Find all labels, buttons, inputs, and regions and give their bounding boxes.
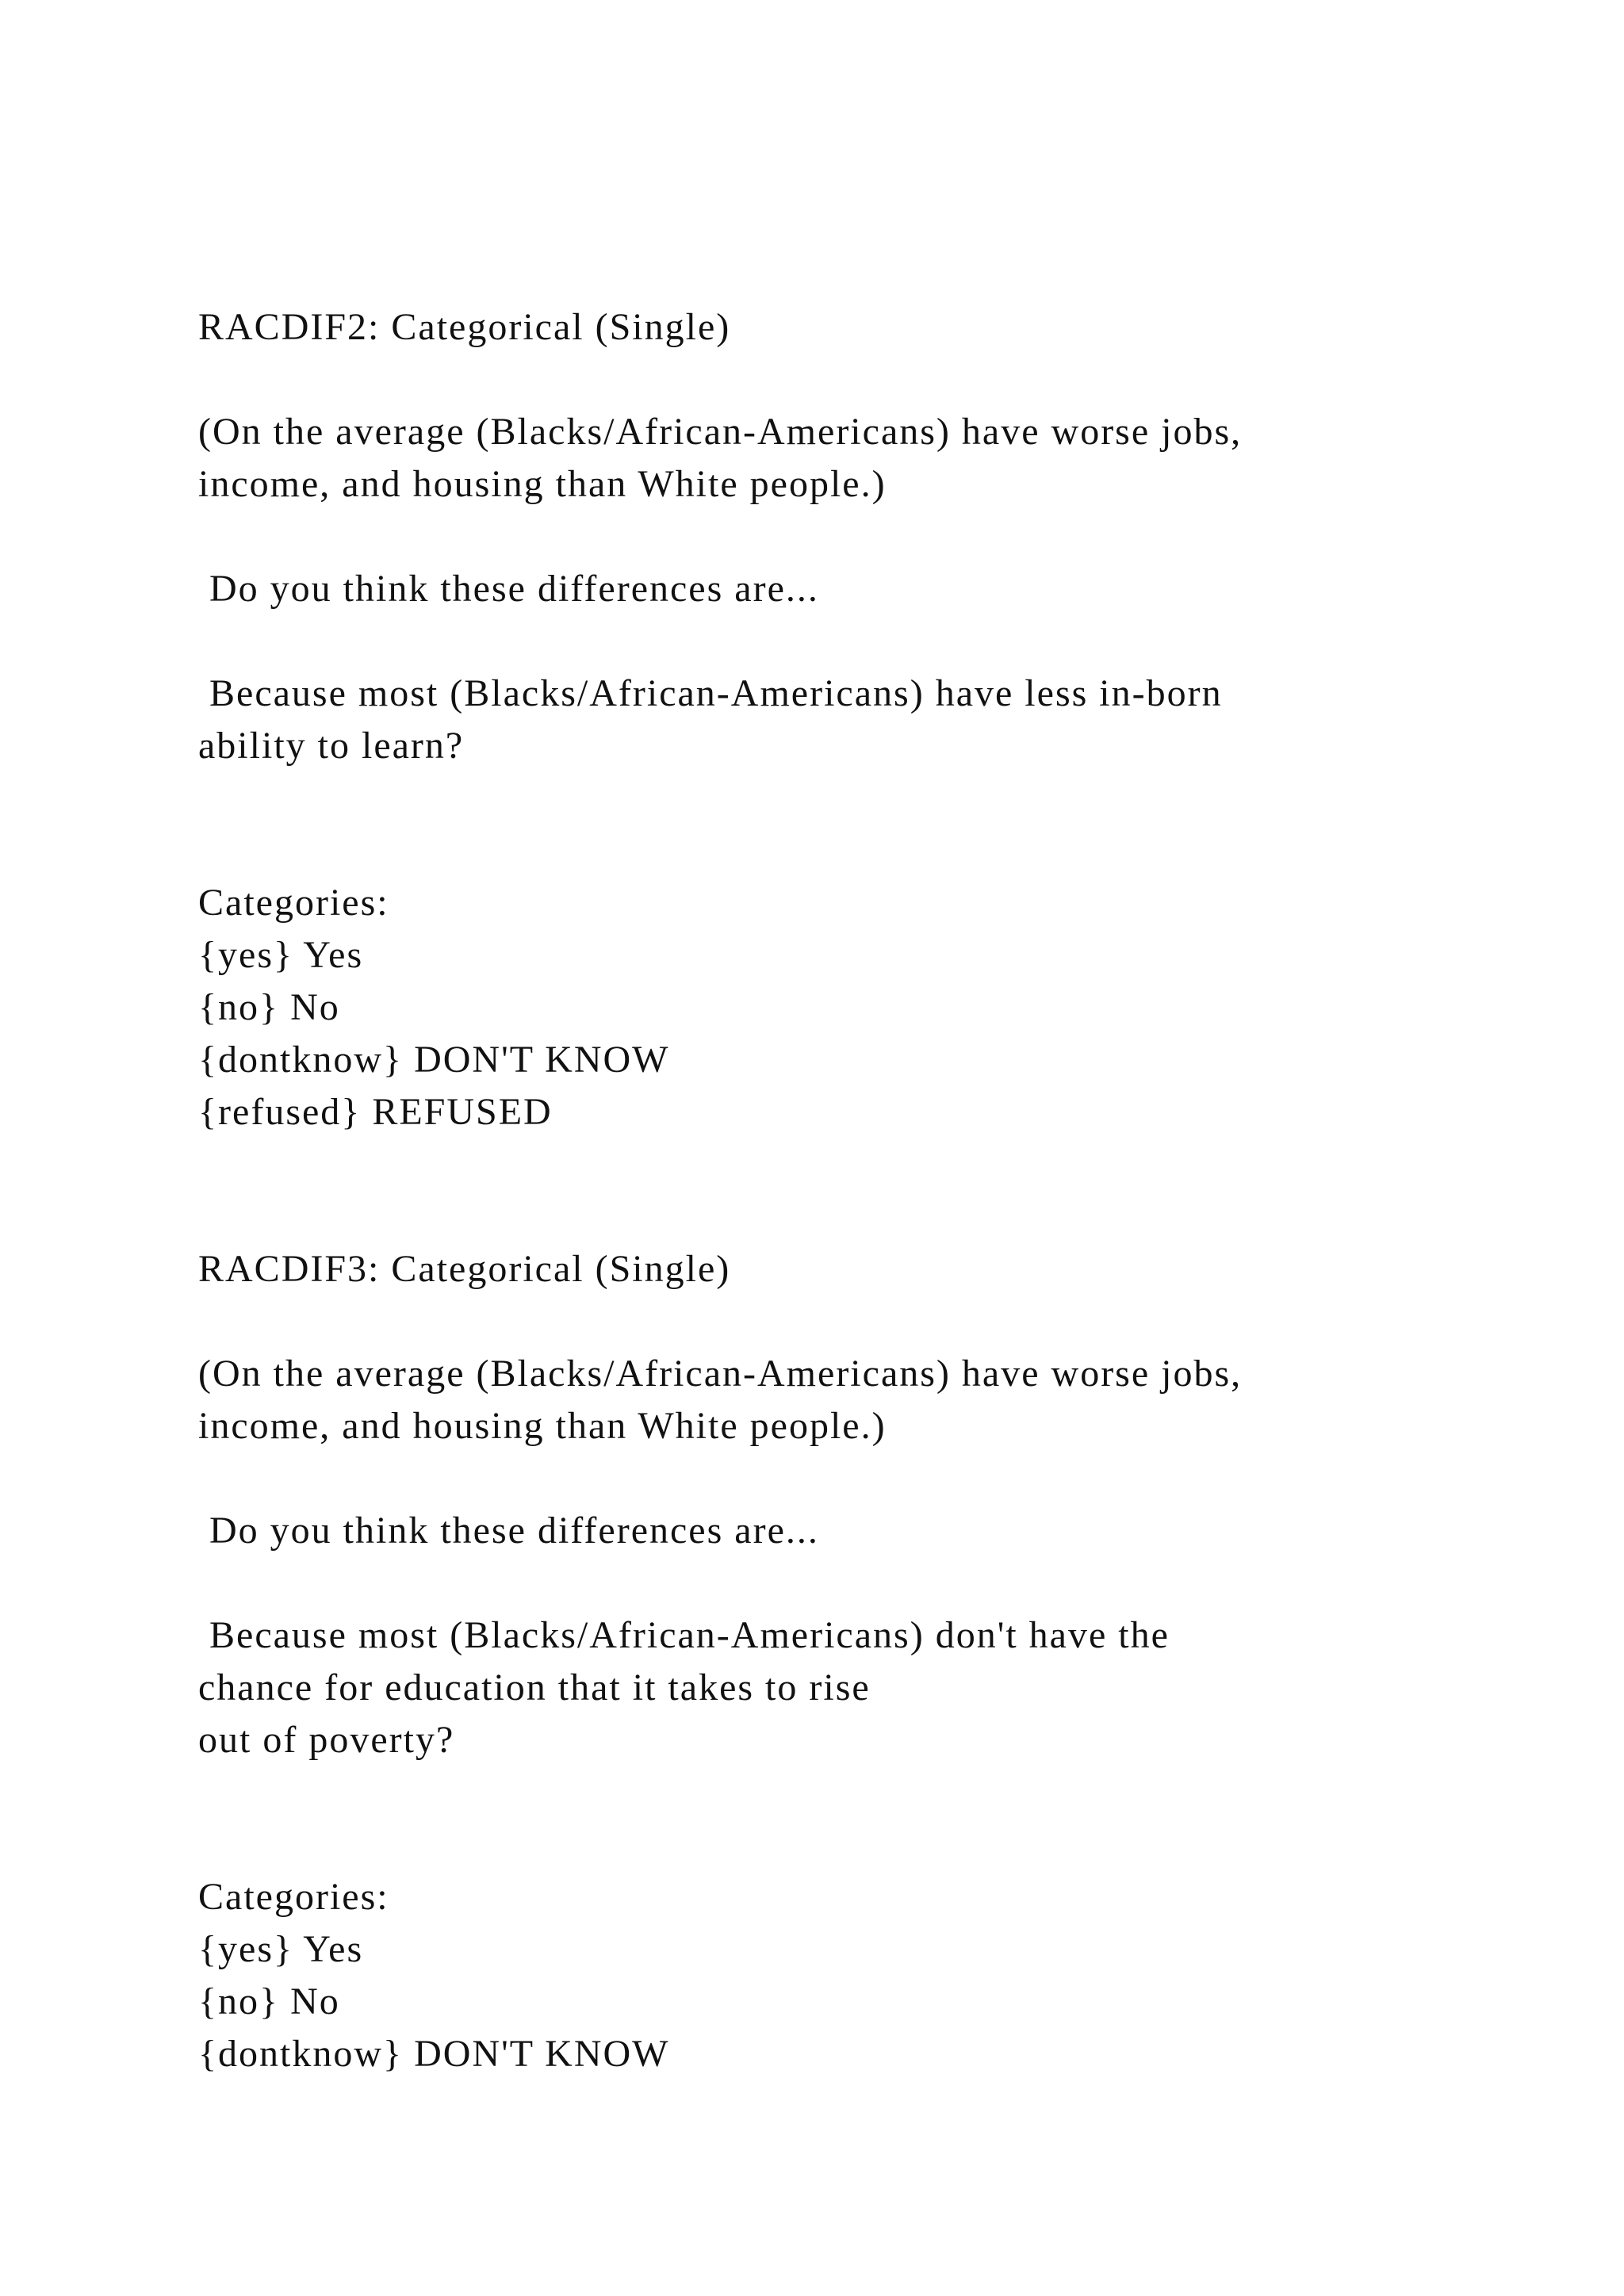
question-prompt: Do you think these differences are... bbox=[198, 1510, 819, 1552]
category-option: {dontknow} DON'T KNOW bbox=[198, 2033, 670, 2075]
question-item-line: Because most (Blacks/African-Americans) don't have the bbox=[198, 1614, 1170, 1656]
category-option: {dontknow} DON'T KNOW bbox=[198, 1039, 670, 1081]
question-item-line: ability to learn? bbox=[198, 725, 465, 767]
category-option: {yes} Yes bbox=[198, 934, 364, 976]
question-preamble-line: (On the average (Blacks/African-Americans) have worse jobs, bbox=[198, 1353, 1243, 1395]
question-heading: RACDIF2: Categorical (Single) bbox=[198, 306, 731, 348]
question-item-line: chance for education that it takes to rise bbox=[198, 1667, 871, 1709]
category-option: {yes} Yes bbox=[198, 1928, 364, 1970]
category-option: {no} No bbox=[198, 1980, 340, 2022]
question-preamble-line: income, and housing than White people.) bbox=[198, 1405, 887, 1447]
question-preamble-line: (On the average (Blacks/African-Americans) have worse jobs, bbox=[198, 411, 1243, 453]
category-option: {no} No bbox=[198, 986, 340, 1028]
categories-label: Categories: bbox=[198, 1876, 389, 1918]
question-heading: RACDIF3: Categorical (Single) bbox=[198, 1248, 731, 1290]
category-option: {refused} REFUSED bbox=[198, 1091, 553, 1133]
question-preamble-line: income, and housing than White people.) bbox=[198, 463, 887, 505]
categories-label: Categories: bbox=[198, 882, 389, 924]
question-prompt: Do you think these differences are... bbox=[198, 568, 819, 610]
question-item-line: out of poverty? bbox=[198, 1719, 455, 1761]
question-item-line: Because most (Blacks/African-Americans) have less in-born bbox=[198, 672, 1223, 714]
